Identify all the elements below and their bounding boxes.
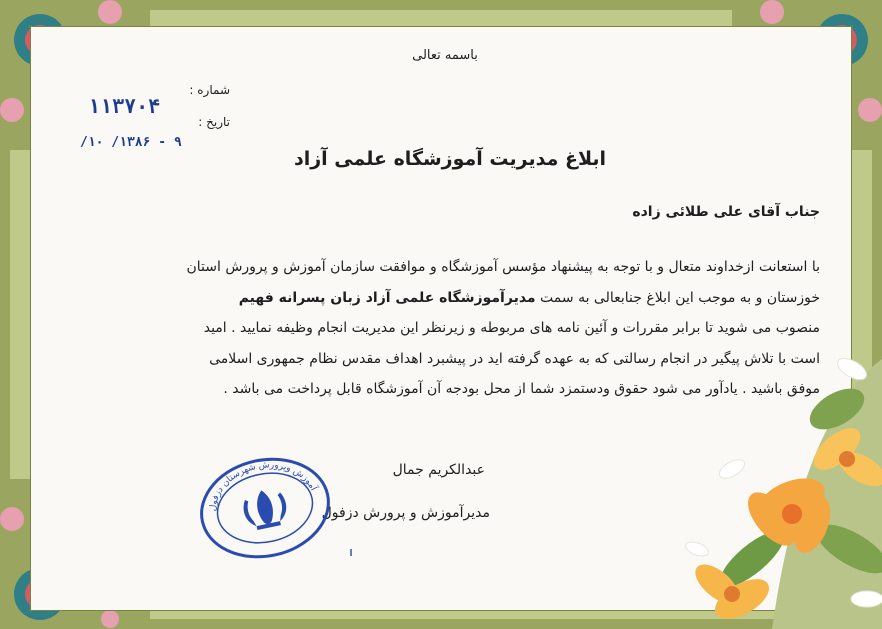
body-line: با استعانت ازخداوند متعال و با توجه به پیشنهاد مؤسس آموزشگاه و موافقت سازمان آموزش و پرورش استان: [186, 259, 820, 275]
small-mark: ǀ: [348, 548, 355, 559]
recipient-line: جناب آقای علی طلائی زاده: [632, 204, 820, 220]
basmala-heading: باسمه تعالی: [412, 48, 478, 63]
body-text: [90, 252, 820, 405]
body-line: است با تلاش پیگیر در انجام رسالتی که به عهده گرفته اید در پیشبرد اهداف مقدس نظام جمهوری اسلامی: [209, 350, 820, 367]
appointment-title: مدیرآموزشگاه علمی آزاد زبان پسرانه فهیم: [238, 289, 536, 306]
signatory-position: مدیرآموزش و پرورش دزفول: [321, 505, 490, 521]
date-label: تاریخ :: [198, 115, 230, 129]
number-value: ۱۱۳۷۰۴: [88, 94, 161, 118]
document-title: ابلاغ مدیریت آموزشگاه علمی آزاد: [293, 148, 607, 170]
body-line: منصوب می شوید تا برابر مقررات و آئین نامه های مربوطه و زیرنظر این مدیریت انجام وظیفه نمایید . امید: [203, 320, 820, 336]
stamp-text: آموزش وپرورش شهرستان دزفول: [208, 460, 319, 512]
body-line: خوزستان و به موجب این ابلاغ جنابعالی به سمت مدیرآموزشگاه علمی آزاد زبان پسرانه فهیم: [238, 289, 820, 306]
signatory-name: عبدالکریم جمال: [392, 462, 485, 478]
number-label: شماره :: [189, 83, 230, 97]
official-stamp-icon: [195, 452, 335, 564]
body-line: موفق باشید . یادآور می شود حقوق ودستمزد شما از محل بودجه آن آموزشگاه قابل پرداخت می باشد .: [223, 381, 820, 397]
date-value: ۹ - ۱۳۸۶/ ۱۰/: [80, 135, 182, 150]
